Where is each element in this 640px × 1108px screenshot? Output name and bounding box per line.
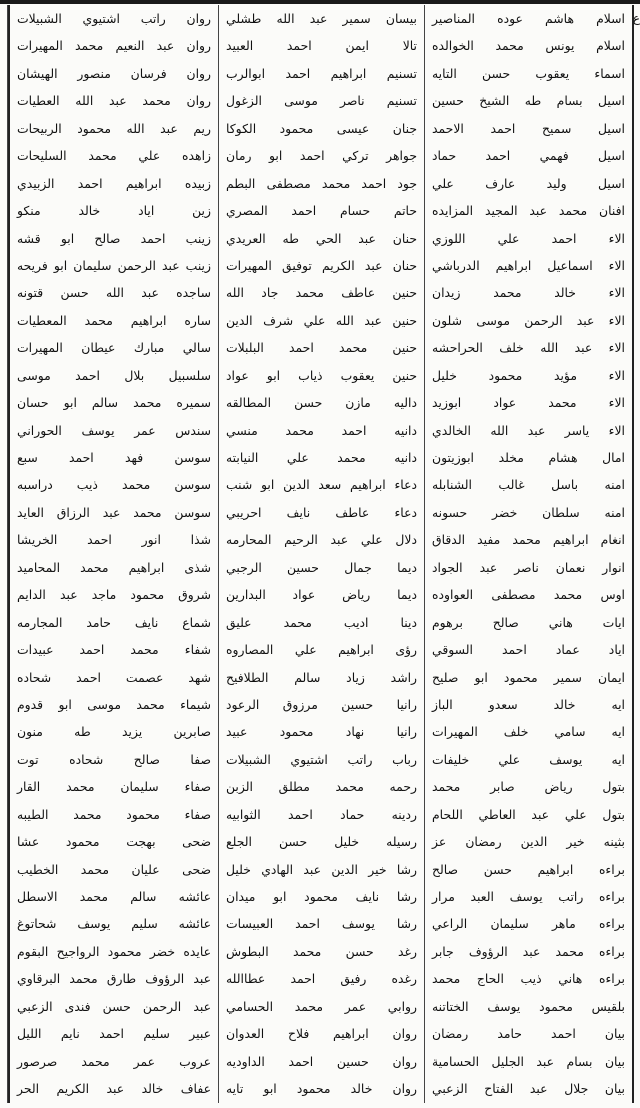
name-entry: انغام ابراهيم محمد مفيد الدقاق [432,532,625,548]
name-entry: رباب راتب اشتيوي الشبيلات [226,751,417,767]
edge-fragment [634,170,640,197]
name-entry: روان فرسان منصور الهيشان [17,65,211,81]
edge-fragment [634,856,640,883]
name-entry: رؤى ابراهيم علي المصاروه [226,642,417,658]
name-entry: الاء احمد علي اللوزي [432,230,625,246]
name-entry: روان عبد النعيم محمد المهيرات [17,38,211,54]
name-entry: ايه سامي خلف المهيرات [432,724,625,740]
right-edge-strip [632,5,640,1103]
edge-fragment [634,142,640,169]
name-entry: حنان عبد الكريم توفيق المهيرات [226,257,417,273]
name-entry: الاء محمد عواد ابوزيد [432,395,625,411]
name-entry: دانيه محمد علي النيابته [226,450,417,465]
name-list-sheet [8,5,632,1103]
edge-fragment [634,471,640,498]
name-entry: شذى ابراهيم محمد المحاميد [17,559,211,575]
edge-fragment [634,993,640,1020]
edge-fragment [634,801,640,828]
name-entry: صفاء محمود محمد الطيبه [17,806,211,822]
name-entry: شفاء محمد احمد عبيدات [17,642,211,658]
name-entry: عبد الرؤوف طارق محمد البرقاوي [17,971,211,987]
name-entry: حاتم حسام احمد المصري [226,203,417,219]
name-entry: بيان بسام عبد الجليل الحسامية [432,1053,625,1069]
name-entry: شهد عصمت احمد شحاده [17,669,211,685]
name-entry: روان خالد محمود ابو تايه [226,1081,417,1097]
name-entry: اسلام يونس محمد الخوالده [432,38,625,54]
left-edge-margin [0,5,8,1103]
name-entry: زبيده ابراهيم احمد الزبيدي [17,175,211,191]
name-entry: عفاف خالد عبد الكريم الحر [17,1081,211,1097]
edge-fragment [634,499,640,526]
name-entry: الاء ياسر عبد الله الخالدي [432,422,625,438]
name-entry: بتول علي عبد العاطي اللحام [432,806,625,822]
name-entry: امنه باسل غالب الشنابله [432,477,625,493]
name-entry: روان ابراهيم فلاح العدوان [226,1026,417,1042]
edge-fragment [634,554,640,581]
edge-fragment [634,279,640,306]
name-entry: اسيل بسام طه الشيخ حسين [432,93,625,109]
name-entry: بيسان سمير عبد الله طشلي [226,11,417,26]
name-entry: ايات هاني صالح برهوم [432,614,625,630]
name-entry: ايه يوسف علي خليفات [432,751,625,767]
name-entry: براءه ماهر سليمان الراعي [432,916,625,932]
name-entry: اياد عماد احمد السوقي [432,642,625,658]
name-entry: سندس عمر يوسف الحوراني [17,422,211,438]
edge-fragment: ع [632,11,640,25]
edge-fragment [634,60,640,87]
name-entry: حنين محمد احمد البلبلات [226,340,417,356]
name-entry: بلقيس محمود يوسف الختاتنه [432,998,625,1014]
name-entry: بتول رياض صابر محمد [432,779,625,795]
name-entry: رشا نايف محمود ابو ميدان [226,889,417,904]
edge-fragment [634,307,640,334]
edge-fragment [634,197,640,224]
edge-fragment [634,965,640,992]
edge-fragment [634,883,640,910]
edge-fragment [634,526,640,553]
edge-fragment [634,389,640,416]
name-entry: بيان جلال عبد الفتاح الزعبي [432,1081,625,1097]
name-entry: عايده خضر محمود الرواجيح البقوم [17,943,211,959]
name-entry: روابي عمر محمد الحسامي [226,998,417,1014]
edge-fragment [634,910,640,937]
name-entry: صفا صالح شحاده توت [17,751,211,767]
edge-fragment [634,938,640,965]
name-entry: حنان عبد الحي طه العريدي [226,230,417,246]
edge-fragment [634,225,640,252]
name-entry: زينب احمد صالح ابو قشه [17,230,211,246]
name-entry: الاء عبد الرحمن موسى شلون [432,312,625,328]
edge-fragment [634,718,640,745]
name-entry: رغده رفيق احمد عطاالله [226,971,417,987]
name-entry: دلال علي عبد الرحيم المحارمه [226,532,417,548]
edge-fragment [634,32,640,59]
name-entry: شيماء محمد موسى ابو قدوم [17,696,211,712]
name-entry: حنين عاطف محمد جاد الله [226,285,417,301]
name-entry: اسماء يعقوب حسن التايه [432,65,625,81]
name-entry: روان راتب اشتيوي الشبيلات [17,11,211,26]
name-entry: دانيه احمد محمد منسي [226,422,417,438]
name-entry: ايه خالد سعدو الباز [432,696,625,712]
name-entry: عائشه سليم يوسف شحاتوغ [17,916,211,932]
top-rule [0,0,640,4]
name-entry: اسيل وليد عارف علي [432,175,625,191]
edge-fragment [634,609,640,636]
name-entry: زاهده علي محمد السليحات [17,148,211,164]
edge-fragment [634,1048,640,1075]
name-entry: جود احمد محمد مصطفى البطم [226,175,417,191]
name-entry: الاء اسماعيل ابراهيم الدرباشي [432,257,625,273]
edge-fragment [634,252,640,279]
name-entry: اوس محمد مصطفى العواوده [432,587,625,603]
name-entry: عبد الرحمن حسن فندى الزعبي [17,998,211,1014]
name-entry: جنان عيسى محمود الكوكا [226,120,417,136]
edge-fragment [634,636,640,663]
name-entry: جواهر تركي احمد ابو رمان [226,148,417,164]
name-entry: ساجده عبد الله حسن قتونه [17,285,211,301]
name-entry: اسلام هاشم عوده المناصير [432,11,625,26]
name-entry: امنه سلطان خضر حسونه [432,504,625,520]
name-entry: رحمه محمد مطلق الزبن [226,779,417,795]
name-entry: براءه هاني ذيب الحاج محمد [432,971,625,987]
name-entry: ضحى بهجت محمود عشا [17,834,211,850]
name-entry: امال هشام مخلد ابوزيتون [432,450,625,465]
edge-fragment [634,444,640,471]
name-entry: شماع نايف حامد المجارمه [17,614,211,630]
edge-fragment [634,1075,640,1102]
edge-fragment [634,115,640,142]
name-entry: بيان احمد حامد رمضان [432,1026,625,1042]
name-entry: حنين عبد الله علي شرف الدين [226,312,417,328]
name-entry: ردينه حماد احمد الثوابيه [226,806,417,822]
name-entry: زين اياد خالد منكو [17,203,211,219]
name-entry: رشا خير الدين عبد الهادي خليل [226,861,417,877]
edge-fragment [634,664,640,691]
name-column-3 [8,5,218,1103]
edge-fragment [634,334,640,361]
edge-fragment [634,417,640,444]
name-entry: دينا اديب محمد عليق [226,614,417,630]
name-entry: زينب عبد الرحمن سليمان ابو فريحه [17,257,211,273]
name-entry: روان محمد عبد الله العطيات [17,93,211,109]
name-entry: سوسن محمد ذيب دراسبه [17,477,211,493]
name-entry: رغد حسن محمد البطوش [226,943,417,959]
name-entry: رانيا نهاد محمود عبيد [226,724,417,740]
name-entry: الاء خالد محمد زيدان [432,285,625,301]
name-entry: عبير سليم احمد نايم الليل [17,1026,211,1042]
name-entry: رسيله خليل حسن الجلع [226,834,417,850]
edge-fragment [634,1020,640,1047]
name-entry: براءه ابراهيم حسن صالح [432,861,625,877]
name-entry: الاء عبد الله خلف الحراحشه [432,340,625,356]
edge-fragment [634,581,640,608]
name-entry: براءه محمد عبد الرؤوف جابر [432,943,625,959]
name-entry: رانيا حسين مرزوق الرعود [226,696,417,712]
name-entry: تالا ايمن احمد العبيد [226,38,417,54]
name-entry: شذا انور احمد الخريشا [17,532,211,548]
name-entry: ديما جمال حسين الرجبي [226,559,417,575]
name-entry: اسيل سميح احمد الاحمد [432,120,625,136]
edge-fragment [634,828,640,855]
name-entry: سلسبيل بلال احمد موسى [17,367,211,383]
name-entry: ريم عبد الله محمود الربيحات [17,120,211,136]
name-entry: دعاء عاطف نايف احريبي [226,504,417,520]
name-entry: داليه مازن حسن المطالقه [226,395,417,411]
name-entry: رشا يوسف احمد العبيسات [226,916,417,932]
name-entry: حنين يعقوب ذياب ابو عواد [226,367,417,383]
name-entry: بثينه خير الدين رمضان عز [432,834,625,850]
name-entry: صفاء سليمان محمد القار [17,779,211,795]
name-entry: دعاء ابراهيم سعد الدين ابو شنب [226,477,417,493]
name-entry: ديما رياض عواد البدارين [226,587,417,603]
name-entry: سوسن فهد احمد سبع [17,450,211,465]
name-column-2 [218,5,424,1103]
name-entry: افنان محمد عبد المجيد المزايده [432,203,625,219]
name-entry: ضحى عليان محمد الخطيب [17,861,211,877]
edge-fragment [634,746,640,773]
edge-fragment [634,362,640,389]
name-entry: الاء مؤيد محمود خليل [432,367,625,383]
edge-fragment [634,87,640,114]
name-entry: ساره ابراهيم محمد المعطيات [17,312,211,328]
name-entry: انوار نعمان ناصر عبد الجواد [432,559,625,575]
name-entry: سميره محمد سالم ابو حسان [17,395,211,411]
edge-fragment [634,773,640,800]
name-entry: براءه راتب يوسف العبد مرار [432,889,625,904]
name-entry: سالي مبارك عيطان المهيرات [17,340,211,356]
name-entry: عروب عمر محمد صرصور [17,1053,211,1069]
name-entry: راشد زياد سالم الطلافيح [226,669,417,685]
name-entry: ايمان سمير محمود ابو صليح [432,669,625,685]
name-entry: اسيل فهمي احمد حماد [432,148,625,164]
name-entry: تسنيم ناصر موسى الزغول [226,93,417,109]
name-entry: سوسن محمد عبد الرزاق العايد [17,504,211,520]
edge-fragment [634,691,640,718]
name-entry: عائشه سالم محمد الاسطل [17,889,211,904]
name-column-1 [424,5,632,1103]
name-entry: شروق محمود ماجد عبد الدايم [17,587,211,603]
name-entry: صابرين يزيد طه منون [17,724,211,740]
name-entry: روان حسين احمد الداوديه [226,1053,417,1069]
name-entry: تسنيم ابراهيم احمد ابوالرب [226,65,417,81]
